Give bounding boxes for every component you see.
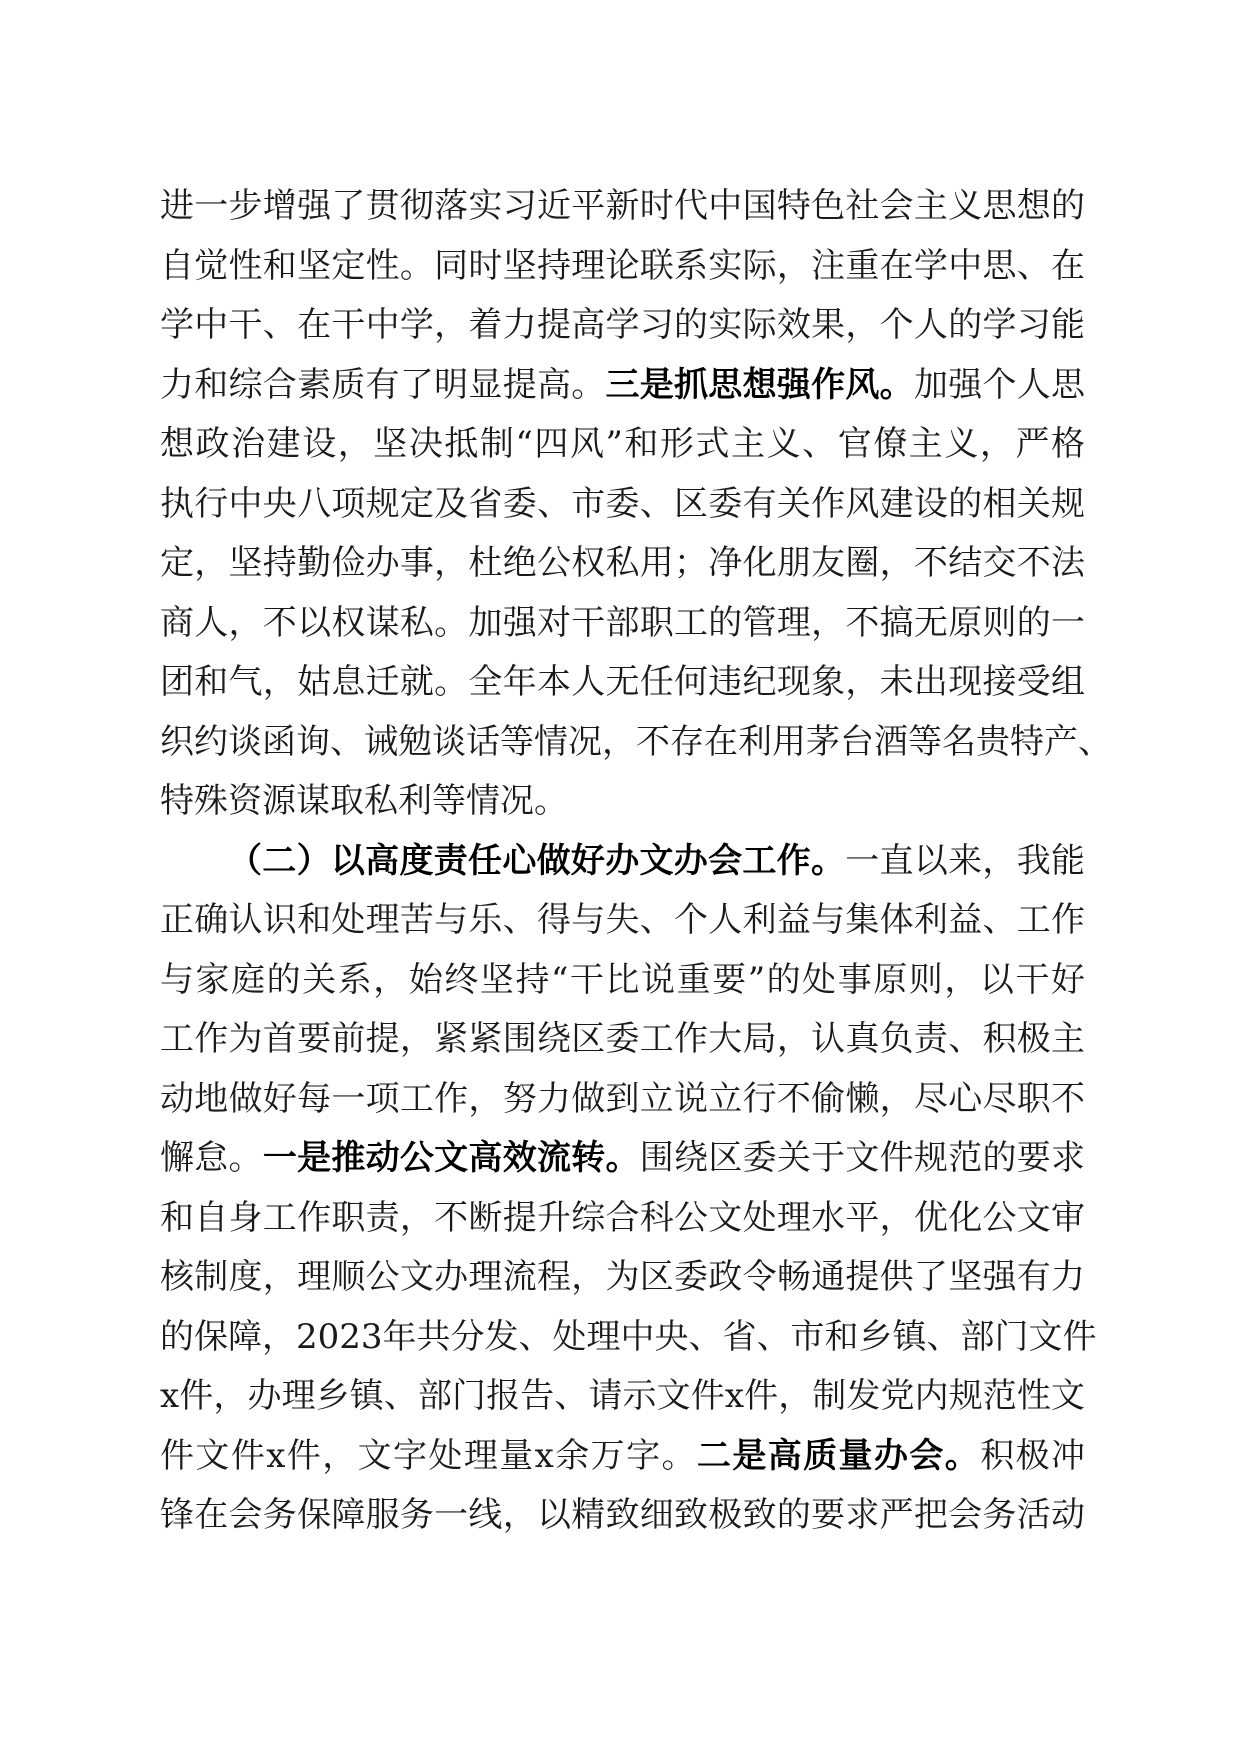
text-run: 积极冲 (980, 1435, 1086, 1476)
text-line-19 (160, 1248, 1085, 1308)
text-line-4 (160, 356, 1085, 416)
text-line-16 (160, 1070, 1085, 1130)
text-run: 加强个人思 (913, 364, 1086, 405)
text-line-15 (160, 1010, 1085, 1070)
text-line-9 (160, 653, 1085, 713)
text-line-5 (160, 415, 1085, 475)
text-line-14 (160, 951, 1085, 1011)
text-line-13 (160, 891, 1085, 951)
text-line-1 (160, 177, 1085, 237)
bold-heading-2: 二是高质量办会。 (696, 1435, 981, 1476)
text-run: 执行中央八项规定及省委、市委、区委有关作风建设的相关规 (160, 483, 1085, 524)
text-run: x件，办理乡镇、部门报告、请示文件x件，制发党内规范性文 (160, 1376, 1085, 1416)
text-line-18 (160, 1189, 1085, 1249)
text-run: 懈怠。 (160, 1138, 263, 1178)
text-run: 和自身工作职责，不断提升综合科公文处理水平，优化公文审 (160, 1197, 1085, 1238)
text-run: 想政治建设，坚决抵制“四风”和形式主义、官僚主义，严格 (160, 424, 1085, 464)
text-run: 围绕区委关于文件规范的要求 (639, 1138, 1086, 1178)
text-run: 的保障，2023年共分发、处理中央、省、市和乡镇、部门文件 (160, 1316, 1097, 1357)
text-run: 特殊资源谋取私利等情况。 (160, 781, 568, 821)
text-run: 动地做好每一项工作，努力做到立说立行不偷懒，尽心尽职不 (160, 1078, 1085, 1119)
text-run: 件文件x件，文字处理量x余万字。 (160, 1435, 697, 1476)
text-line-3 (160, 296, 1085, 356)
bold-heading-3: 三是抓思想强作风。 (605, 364, 914, 405)
text-line-20 (160, 1308, 1097, 1368)
text-line-10 (160, 713, 1112, 773)
text-line-12 (160, 832, 1085, 892)
text-line-8 (160, 594, 1085, 654)
text-run: 定，坚持勤俭办事，杜绝公权私用；净化朋友圈，不结交不法 (160, 543, 1085, 583)
text-line-7 (160, 534, 1085, 594)
text-run: 正确认识和处理苦与乐、得与失、个人利益与集体利益、工作 (160, 900, 1085, 940)
text-line-23 (160, 1486, 1085, 1546)
text-run: 学中干、在干中学，着力提高学习的实际效果，个人的学习能 (160, 305, 1085, 345)
text-line-2 (160, 237, 1085, 297)
text-run: 工作为首要前提，紧紧围绕区委工作大局，认真负责、积极主 (160, 1019, 1085, 1059)
text-run: 团和气，姑息迁就。全年本人无任何违纪现象，未出现接受组 (160, 662, 1085, 702)
text-run: 自觉性和坚定性。同时坚持理论联系实际，注重在学中思、在 (160, 245, 1085, 286)
text-line-21 (160, 1367, 1085, 1427)
section-heading: （二）以高度责任心做好办文办会工作。 (228, 840, 846, 881)
body-text (160, 177, 1112, 1546)
text-line-17 (160, 1129, 1085, 1189)
text-run: 核制度，理顺公文办理流程，为区委政令畅通提供了坚强有力 (160, 1257, 1085, 1297)
text-line-6 (160, 475, 1085, 535)
text-run: 锋在会务保障服务一线，以精致细致极致的要求严把会务活动 (160, 1495, 1085, 1535)
text-line-11 (160, 772, 1085, 832)
bold-heading-1: 一是推动公文高效流转。 (262, 1138, 640, 1178)
text-line-22 (160, 1427, 1085, 1487)
text-run: 商人，不以权谋私。加强对干部职工的管理，不搞无原则的一 (160, 602, 1085, 643)
text-run: 织约谈函询、诫勉谈话等情况，不存在利用茅台酒等名贵特产、 (160, 721, 1112, 762)
text-run: 进一步增强了贯彻落实习近平新时代中国特色社会主义思想的 (160, 186, 1085, 226)
text-run: 一直以来，我能 (845, 840, 1085, 881)
text-run: 与家庭的关系，始终坚持“干比说重要”的处事原则，以干好 (160, 959, 1085, 1000)
text-run: 力和综合素质有了明显提高。 (160, 364, 606, 405)
